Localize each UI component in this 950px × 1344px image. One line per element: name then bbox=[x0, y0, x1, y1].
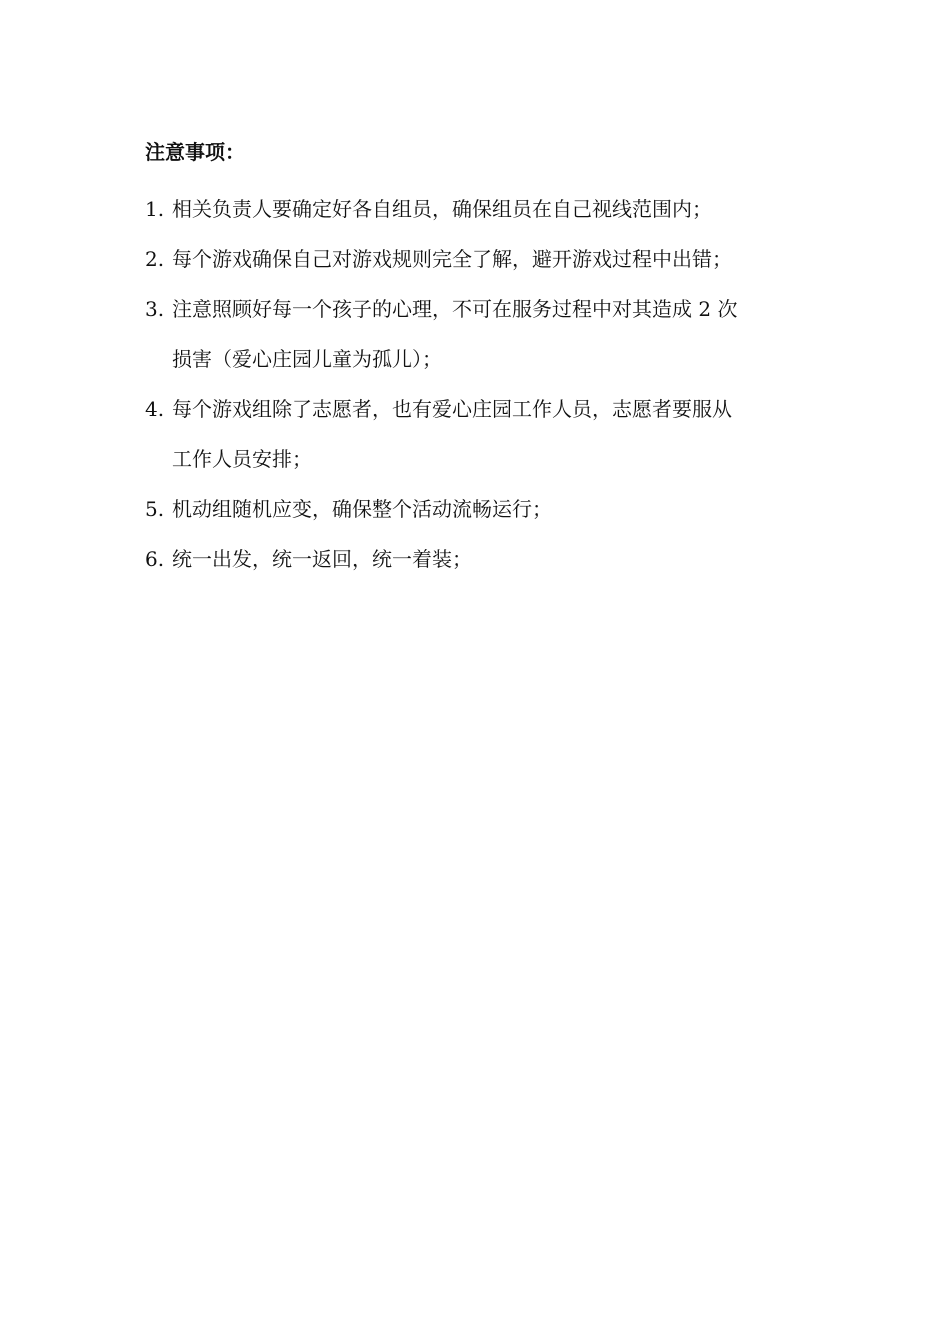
item-text-line: 工作人员安排； bbox=[172, 447, 312, 471]
item-number: 2. bbox=[145, 247, 165, 271]
item-text-line: 损害（爱心庄园儿童为孤儿）； bbox=[172, 347, 442, 371]
item-text-line: 每个游戏组除了志愿者，也有爱心庄园工作人员，志愿者要服从 bbox=[172, 397, 732, 421]
list-item bbox=[145, 284, 825, 384]
item-text bbox=[172, 284, 825, 384]
item-number: 4. bbox=[145, 397, 165, 421]
notes-heading: 注意事项： bbox=[145, 140, 245, 164]
item-number: 1. bbox=[145, 197, 165, 221]
list-item bbox=[145, 534, 825, 584]
list-item bbox=[145, 184, 825, 234]
item-text bbox=[172, 384, 825, 484]
item-text-line: 注意照顾好每一个孩子的心理，不可在服务过程中对其造成 2 次 bbox=[172, 297, 738, 321]
item-text: 统一出发，统一返回，统一着装； bbox=[172, 547, 472, 571]
item-number: 3. bbox=[145, 297, 165, 321]
item-text: 机动组随机应变，确保整个活动流畅运行； bbox=[172, 497, 552, 521]
item-text: 相关负责人要确定好各自组员，确保组员在自己视线范围内； bbox=[172, 197, 712, 221]
list-item bbox=[145, 234, 825, 284]
item-number: 6. bbox=[145, 547, 165, 571]
notes-section bbox=[145, 134, 825, 584]
list-item bbox=[145, 384, 825, 484]
item-text: 每个游戏确保自己对游戏规则完全了解，避开游戏过程中出错； bbox=[172, 247, 732, 271]
list-item bbox=[145, 484, 825, 534]
item-number: 5. bbox=[145, 497, 165, 521]
